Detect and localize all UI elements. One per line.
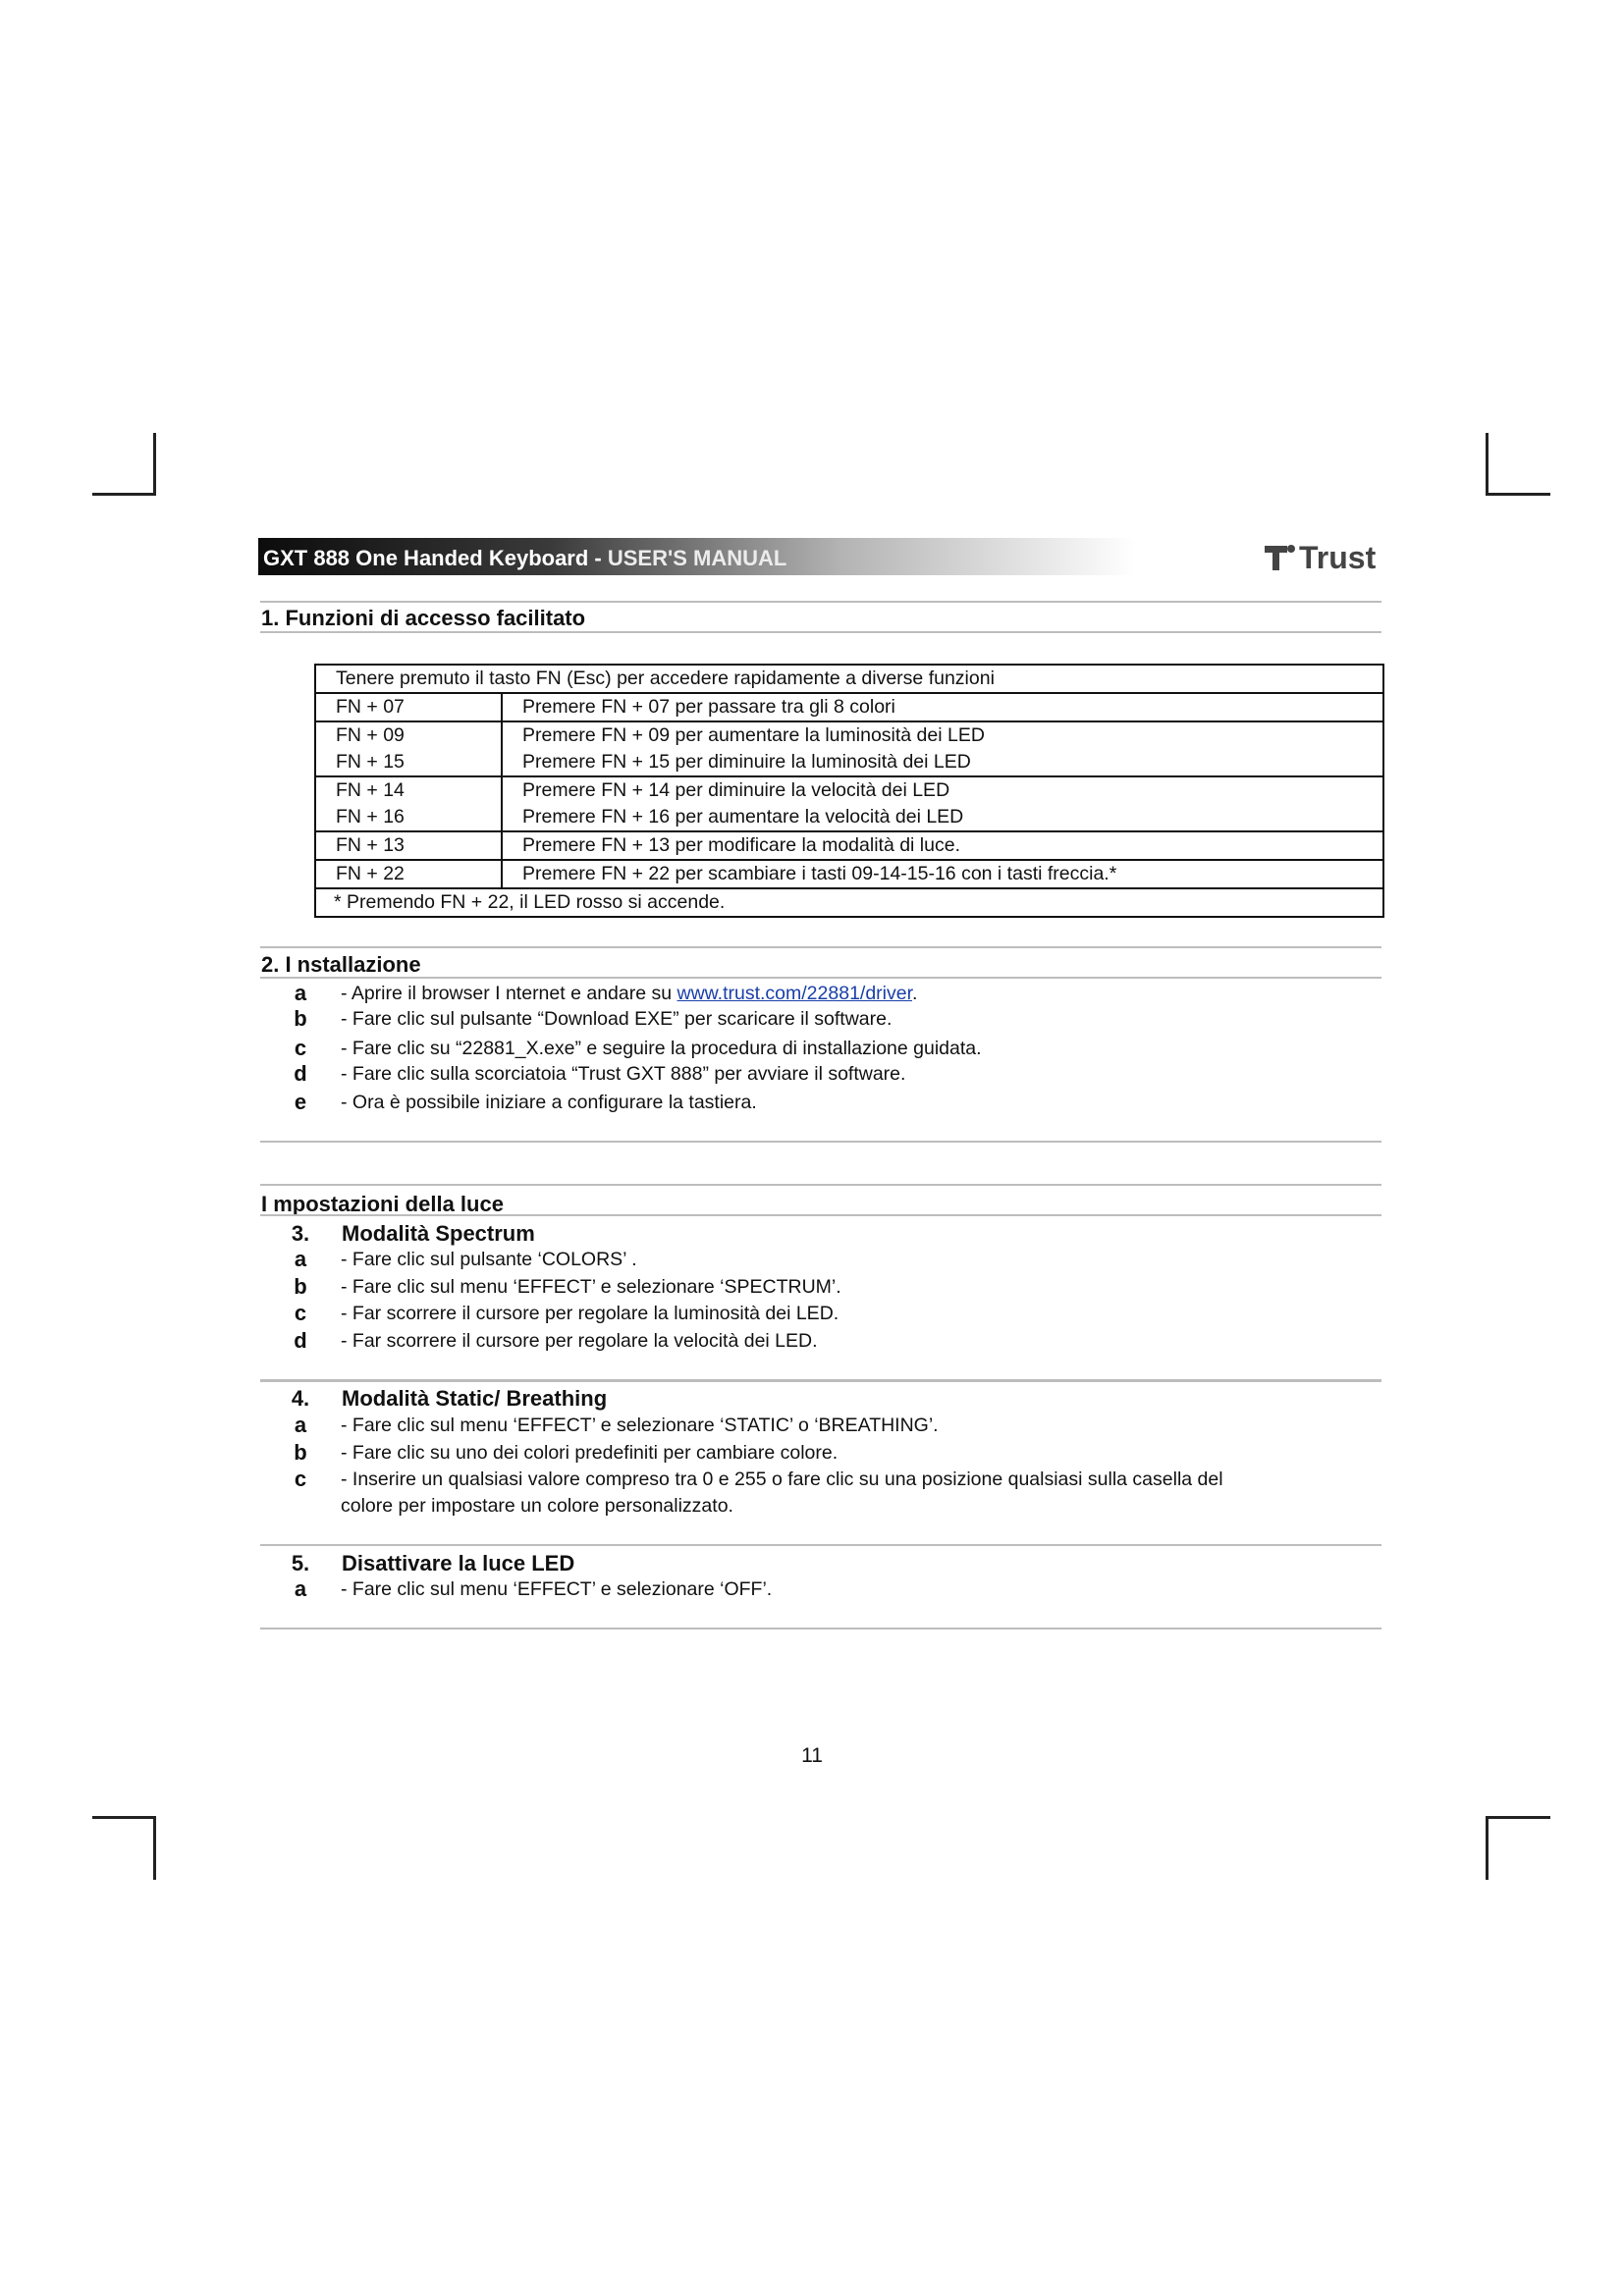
list-text: - Fare clic sul pulsante “Download EXE” per scaricare il software. (341, 1008, 893, 1030)
table-row (315, 721, 1383, 776)
table-desc-cell (502, 721, 1383, 776)
table-desc-cell (502, 831, 1383, 860)
shortcut-description: Premere FN + 15 per diminuire la luminosità dei LED (522, 751, 971, 773)
table-row (315, 693, 1383, 721)
manual-title-sub: USER'S MANUAL (607, 546, 787, 570)
subsection-title: Modalità Static/ Breathing (342, 1386, 608, 1411)
list-letter: c (294, 1467, 307, 1491)
list-letter: b (294, 1440, 307, 1465)
list-letter: e (294, 1090, 307, 1114)
list-letter: a (294, 1247, 307, 1271)
shortcut-key: FN + 09 (336, 724, 405, 746)
subsection-number: 3. (291, 1221, 310, 1246)
table-intro-row (315, 665, 1383, 693)
list-text: - Inserire un qualsiasi valore compreso tra 0 e 255 o fare clic su una posizione qualsiasi sulla casella del (341, 1468, 1223, 1490)
table-desc-cell (502, 693, 1383, 721)
section3-rule-end (260, 1628, 1381, 1629)
section3-title: I mpostazioni della luce (261, 1192, 504, 1216)
list-text-continued: colore per impostare un colore personalizzato. (341, 1495, 733, 1517)
list-letter: a (294, 1576, 307, 1601)
table-row (315, 860, 1383, 888)
list-text: - Fare clic sul menu ‘EFFECT’ e selezionare ‘SPECTRUM’. (341, 1276, 841, 1298)
section2-rule-end (260, 1141, 1381, 1143)
driver-link[interactable]: www.trust.com/22881/driver (677, 983, 913, 1004)
section1-rule-bottom (260, 631, 1381, 633)
shortcut-description: Premere FN + 09 per aumentare la luminosità dei LED (522, 724, 985, 746)
table-key-cell (315, 831, 502, 860)
manual-title-main: GXT 888 One Handed Keyboard - (263, 546, 602, 570)
table-key-cell (315, 776, 502, 831)
shortcut-key: FN + 15 (336, 751, 405, 773)
table-footnote-row (315, 888, 1383, 917)
list-letter: d (294, 1061, 307, 1086)
crop-mark-bottom-right-h (1486, 1816, 1550, 1819)
section2-title: 2. I nstallazione (261, 952, 421, 977)
table-row (315, 831, 1383, 860)
shortcut-description: Premere FN + 13 per modificare la modalità di luce. (522, 834, 960, 856)
list-text-before: - Aprire il browser I nternet e andare su (341, 983, 677, 1004)
list-letter: a (294, 1413, 307, 1437)
crop-mark-bottom-left-h (92, 1816, 156, 1819)
block4-rule (260, 1379, 1381, 1382)
list-text: - Fare clic sulla scorciatoia “Trust GXT 888” per avviare il software. (341, 1063, 906, 1085)
table-intro: Tenere premuto il tasto FN (Esc) per accedere rapidamente a diverse funzioni (315, 665, 1383, 693)
list-text: - Fare clic sul pulsante ‘COLORS’ . (341, 1249, 637, 1270)
list-text: - Fare clic sul menu ‘EFFECT’ e selezionare ‘STATIC’ o ‘BREATHING’. (341, 1415, 939, 1436)
section1-rule-top (260, 601, 1381, 603)
trust-logo-text: Trust (1299, 540, 1377, 575)
table-key-cell (315, 860, 502, 888)
shortcut-key: FN + 13 (336, 834, 405, 856)
shortcut-key: FN + 22 (336, 863, 405, 884)
list-letter: c (294, 1301, 307, 1325)
shortcut-description: Premere FN + 14 per diminuire la velocità dei LED (522, 779, 950, 801)
table-row (315, 776, 1383, 831)
list-letter: c (294, 1036, 307, 1060)
list-letter: b (294, 1274, 307, 1299)
table-key-cell (315, 721, 502, 776)
list-letter: b (294, 1006, 307, 1031)
shortcut-key: FN + 07 (336, 696, 405, 718)
table-desc-cell (502, 860, 1383, 888)
trust-logo (1264, 541, 1376, 574)
shortcut-description: Premere FN + 07 per passare tra gli 8 colori (522, 696, 895, 718)
table-key-cell (315, 693, 502, 721)
section2-rule-bottom (260, 977, 1381, 979)
subsection-title: Disattivare la luce LED (342, 1551, 575, 1575)
page-number: 11 (801, 1744, 823, 1767)
crop-mark-bottom-left-v (153, 1816, 156, 1880)
shortcut-key: FN + 16 (336, 806, 405, 828)
list-letter: a (294, 981, 307, 1005)
manual-title (263, 546, 786, 571)
list-text: - Fare clic su uno dei colori predefiniti per cambiare colore. (341, 1442, 839, 1464)
fn-shortcut-table (314, 664, 1384, 918)
block5-rule (260, 1544, 1381, 1546)
list-text: - Fare clic su “22881_X.exe” e seguire la procedura di installazione guidata. (341, 1038, 982, 1059)
shortcut-description: Premere FN + 22 per scambiare i tasti 09-14-15-16 con i tasti freccia.* (522, 863, 1117, 884)
crop-mark-top-left-h (92, 493, 156, 496)
crop-mark-bottom-right-v (1486, 1816, 1489, 1880)
crop-mark-top-right-v (1486, 433, 1489, 496)
subsection-number: 5. (291, 1551, 310, 1575)
crop-mark-top-left-v (153, 433, 156, 496)
list-text: - Far scorrere il cursore per regolare la velocità dei LED. (341, 1330, 818, 1352)
crop-mark-top-right-h (1486, 493, 1550, 496)
list-text: - Far scorrere il cursore per regolare la luminosità dei LED. (341, 1303, 839, 1324)
subsection-title: Modalità Spectrum (342, 1221, 535, 1246)
section2-rule-top (260, 946, 1381, 948)
list-letter: d (294, 1328, 307, 1353)
list-text: - Fare clic sul menu ‘EFFECT’ e selezionare ‘OFF’. (341, 1578, 773, 1600)
shortcut-description: Premere FN + 16 per aumentare la velocità dei LED (522, 806, 964, 828)
table-footnote: * Premendo FN + 22, il LED rosso si accende. (315, 888, 1383, 917)
section3-rule-top (260, 1184, 1381, 1186)
shortcut-key: FN + 14 (336, 779, 405, 801)
trust-logo-icon (1264, 543, 1297, 572)
section3-rule-bottom (260, 1214, 1381, 1216)
list-text (341, 983, 917, 1005)
list-text-after: . (912, 983, 918, 1004)
section1-title: 1. Funzioni di accesso facilitato (261, 606, 586, 630)
table-desc-cell (502, 776, 1383, 831)
list-text: - Ora è possibile iniziare a configurare la tastiera. (341, 1092, 757, 1113)
subsection-number: 4. (291, 1386, 310, 1411)
